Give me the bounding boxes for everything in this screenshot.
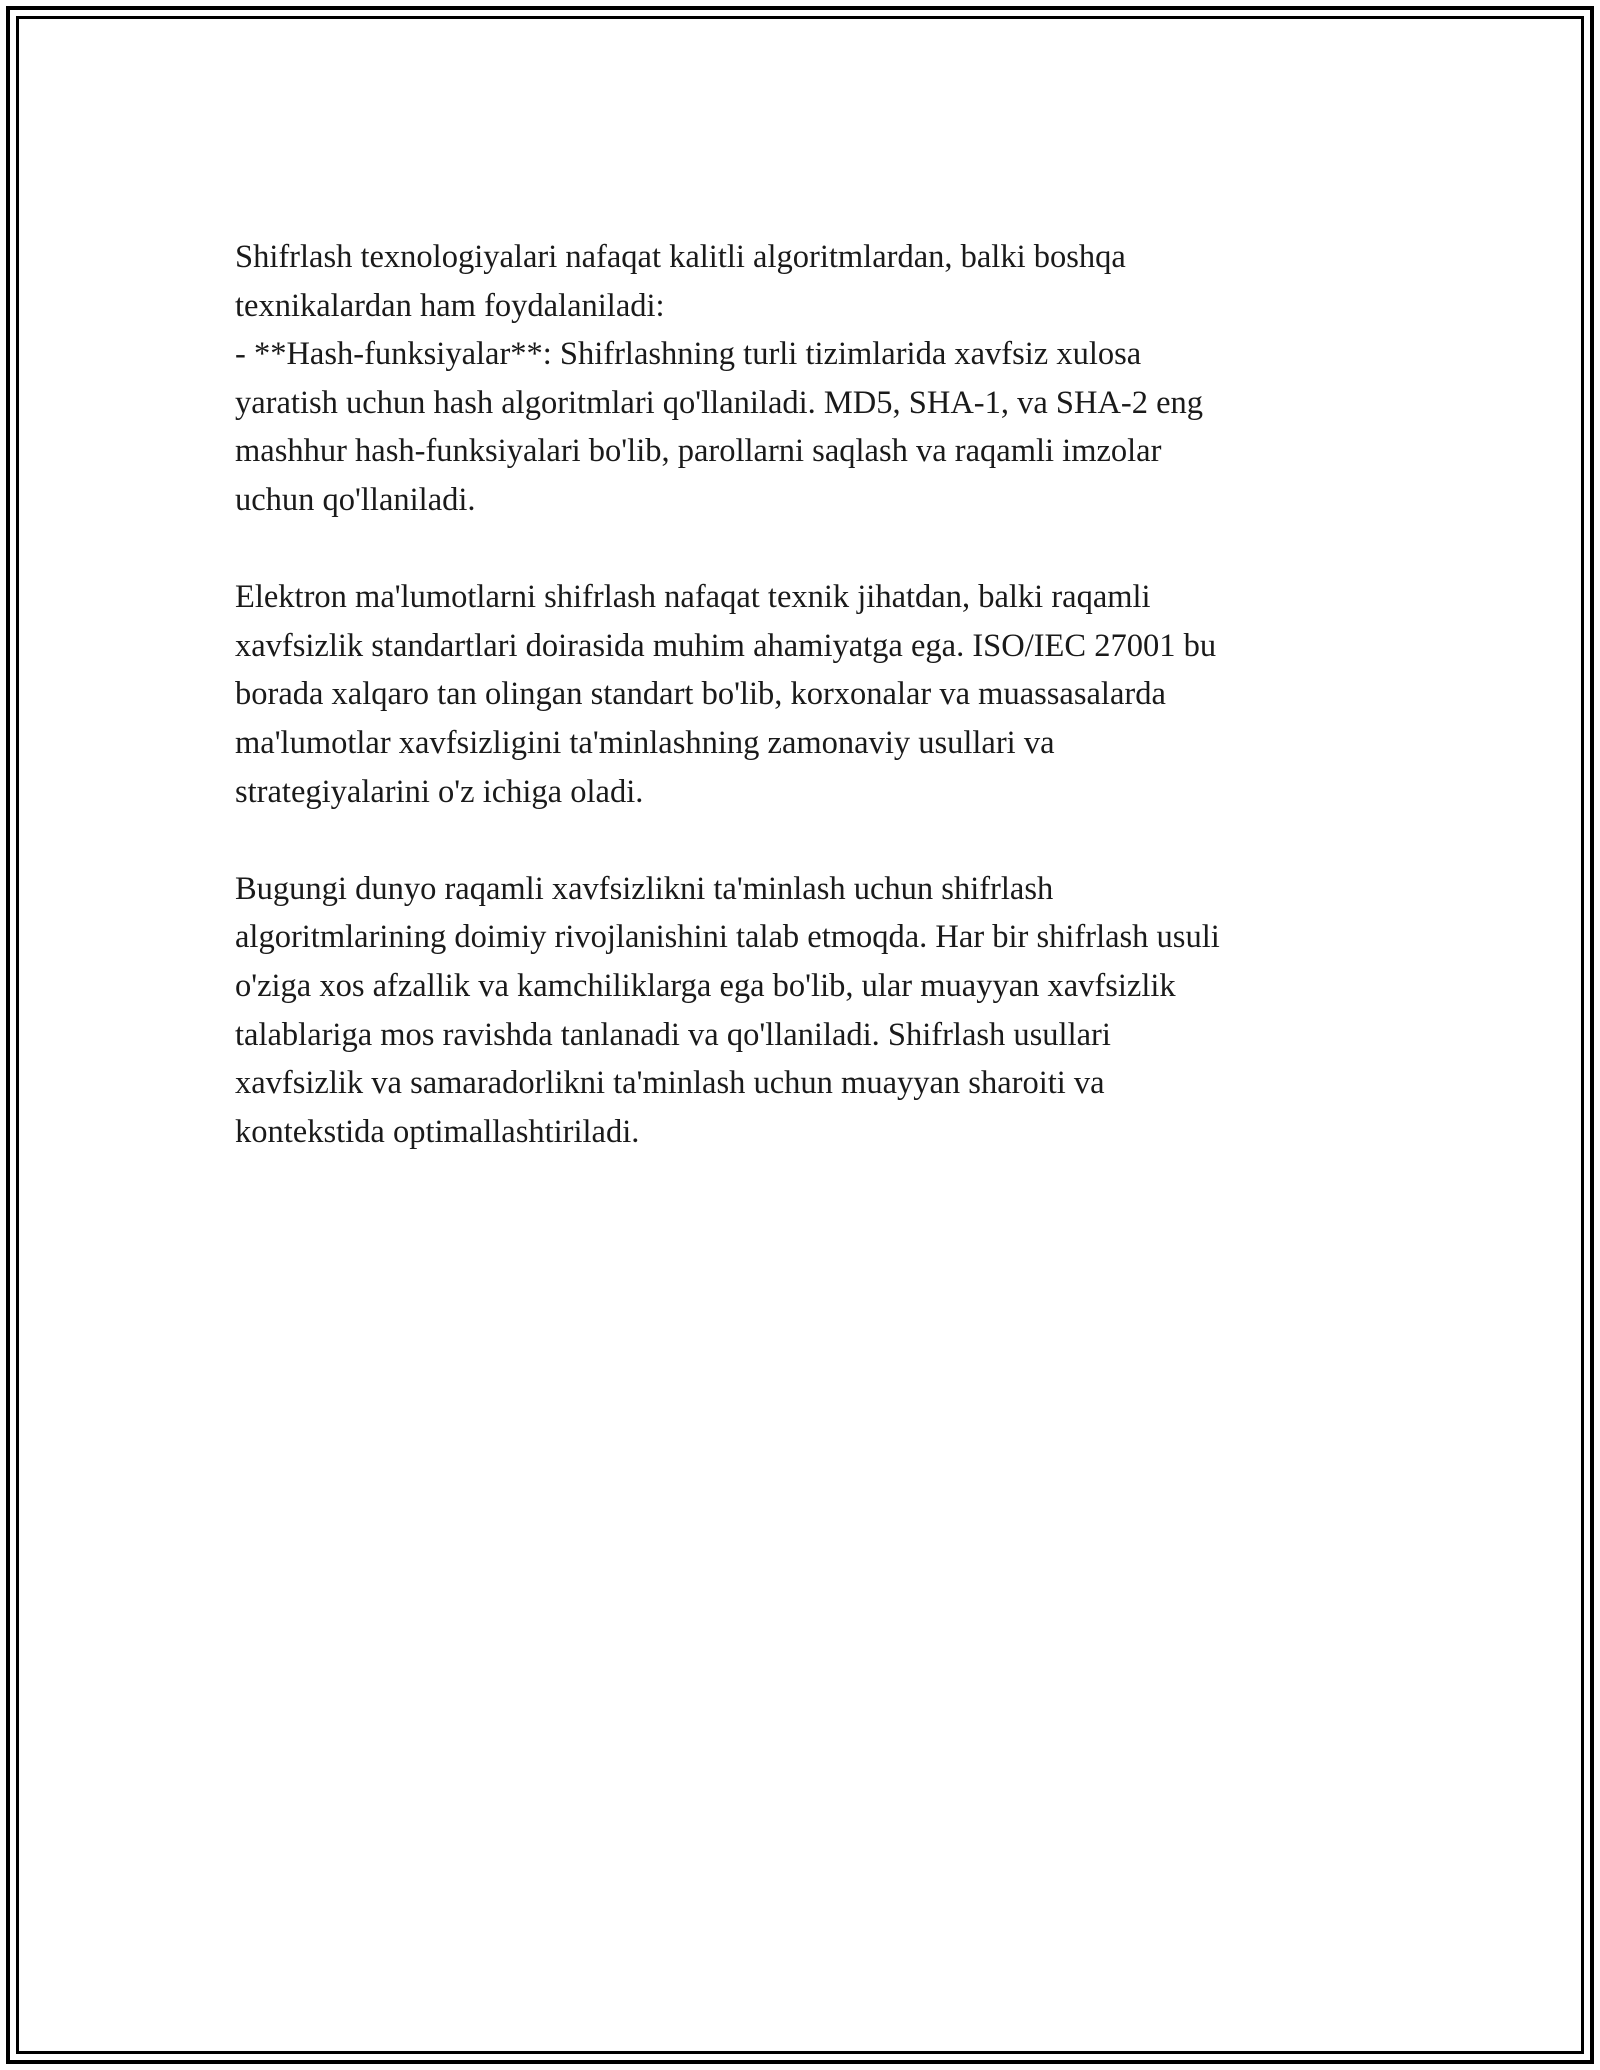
paragraph-modern-security: Bugungi dunyo raqamli xavfsizlikni ta'minlash uchun shifrlash algoritmlarining doimiy rivojlanishini talab etmoqda. Har bir shifrlash usuli o'ziga xos afzallik va kamchiliklarga ega bo'lib, ular muayyan xavfsizlik talablariga mos ravishda tanlanadi va qo'llaniladi. Shifrlash usullari xavfsizlik va samaradorlikni ta'minlash uchun muayyan sharoiti va kontekstida optimallashtiriladi.	[235, 870, 1220, 1150]
document-body	[235, 233, 1365, 1156]
paragraph-iso-standard: Elektron ma'lumotlarni shifrlash nafaqat texnik jihatdan, balki raqamli xavfsizlik standartlari doirasida muhim ahamiyatga ega. ISO/IEC 27001 bu borada xalqaro tan olingan standart bo'lib, korxonalar va muassasalarda ma'lumotlar xavfsizligini ta'minlashning zamonaviy usullari va strategiyalarini o'z ichiga oladi.	[235, 579, 1217, 810]
paragraph-hash-functions: Shifrlash texnologiyalari nafaqat kalitli algoritmlardan, balki boshqa texnikalardan ham foydalaniladi: - **Hash-funksiyalar**: Shifrlashning turli tizimlarida xavfsiz xulosa yaratish uchun hash algoritmlari qo'llaniladi. MD5, SHA-1, va SHA-2 eng mashhur hash-funksiyalari bo'lib, parollarni saqlash va raqamli imzolar uchun qo'llaniladi.	[235, 239, 1204, 518]
